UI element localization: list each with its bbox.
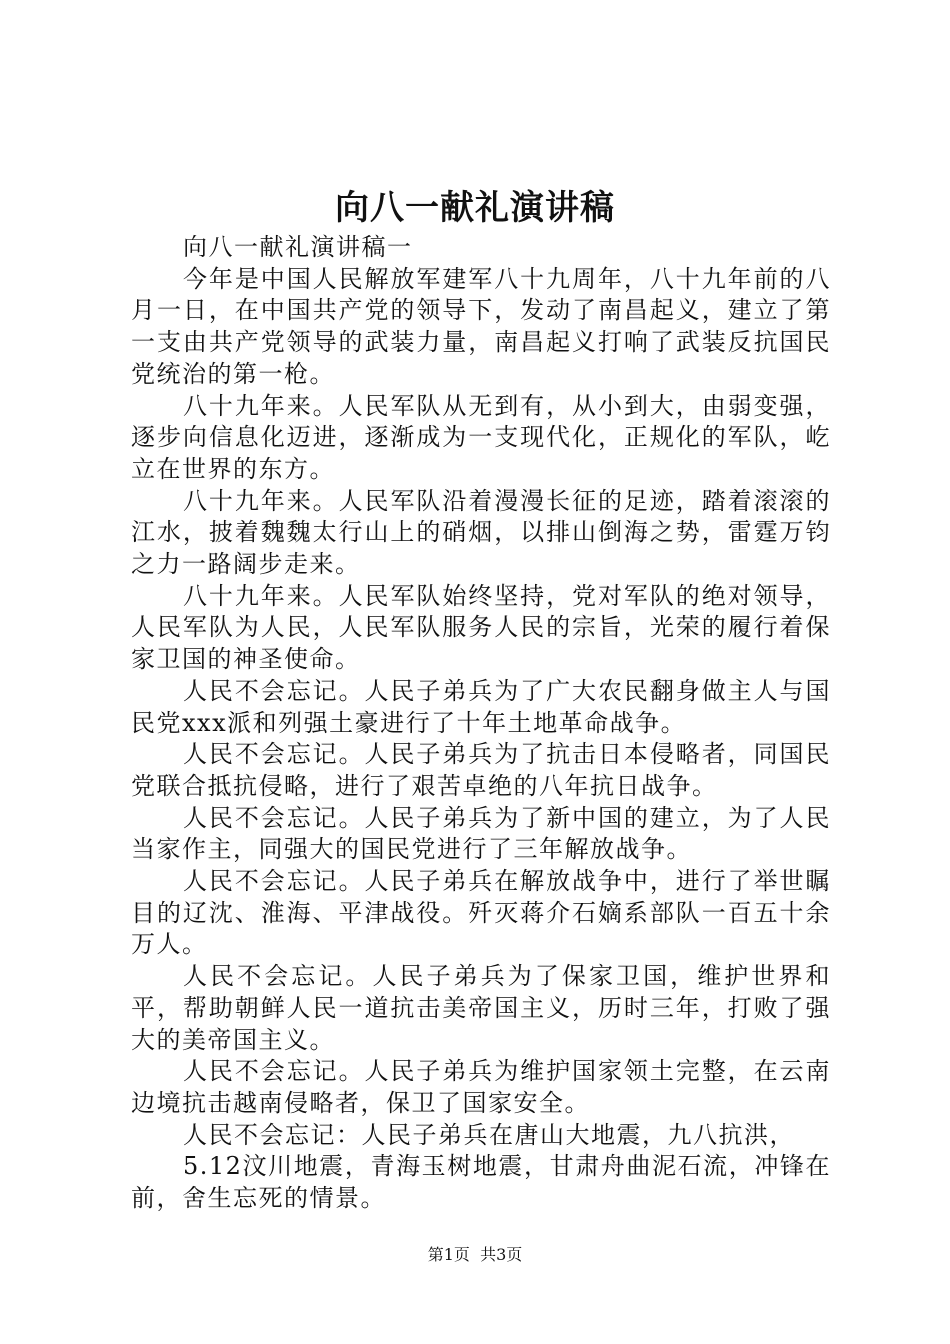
page-footer bbox=[0, 1244, 950, 1266]
paragraph: 人民不会忘记。人民子弟兵为了保家卫国，维护世界和平，帮助朝鲜人民一道抗击美帝国主义，历时三年，打败了强大的美帝国主义。 bbox=[131, 962, 831, 1054]
paragraph: 今年是中国人民解放军建军八十九周年，八十九年前的八月一日，在中国共产党的领导下，发动了南昌起义，建立了第一支由共产党领导的武装力量，南昌起义打响了武装反抗国民党统治的第一枪。 bbox=[131, 264, 831, 388]
paragraph: 5.12汶川地震，青海玉树地震，甘肃舟曲泥石流，冲锋在前，舍生忘死的情景。 bbox=[131, 1152, 831, 1213]
paragraph: 向八一献礼演讲稿一 bbox=[183, 233, 413, 261]
paragraph: 人民不会忘记。人民子弟兵为了抗击日本侵略者，同国民党联合抵抗侵略，进行了艰苦卓绝的八年抗日战争。 bbox=[131, 740, 831, 800]
paragraph: 人民不会忘记：人民子弟兵在唐山大地震，九八抗洪， bbox=[183, 1120, 795, 1149]
paragraph: 八十九年来。人民军队始终坚持，党对军队的绝对领导，人民军队为人民，人民军队服务人民的宗旨，光荣的履行着保家卫国的神圣使命。 bbox=[131, 581, 831, 674]
paragraph: 八十九年来。人民军队从无到有，从小到大，由弱变强，逐步向信息化迈进，逐渐成为一支现代化，正规化的军队，屹立在世界的东方。 bbox=[131, 391, 831, 483]
paragraph: 人民不会忘记。人民子弟兵为了新中国的建立，为了人民当家作主，同强大的国民党进行了三年解放战争。 bbox=[131, 803, 831, 864]
document-body bbox=[131, 232, 831, 1215]
paragraph: 人民不会忘记。人民子弟兵在解放战争中，进行了举世瞩目的辽沈、淮海、平津战役。歼灭蒋介石嫡系部队一百五十余万人。 bbox=[131, 867, 831, 959]
paragraph: 人民不会忘记。人民子弟兵为了广大农民翻身做主人与国民党xxx派和列强土豪进行了十年土地革命战争。 bbox=[131, 676, 831, 737]
page-title: 向八一献礼演讲稿 bbox=[335, 188, 615, 228]
paragraph: 人民不会忘记。人民子弟兵为维护国家领土完整，在云南边境抗击越南侵略者，保卫了国家安全。 bbox=[131, 1057, 831, 1117]
paragraph: 八十九年来。人民军队沿着漫漫长征的足迹，踏着滚滚的江水，披着魏魏太行山上的硝烟，以排山倒海之势，雷霆万钧之力一路阔步走来。 bbox=[131, 486, 831, 579]
page-number: 第1页 bbox=[427, 1245, 470, 1264]
page-total: 共3页 bbox=[480, 1245, 523, 1264]
